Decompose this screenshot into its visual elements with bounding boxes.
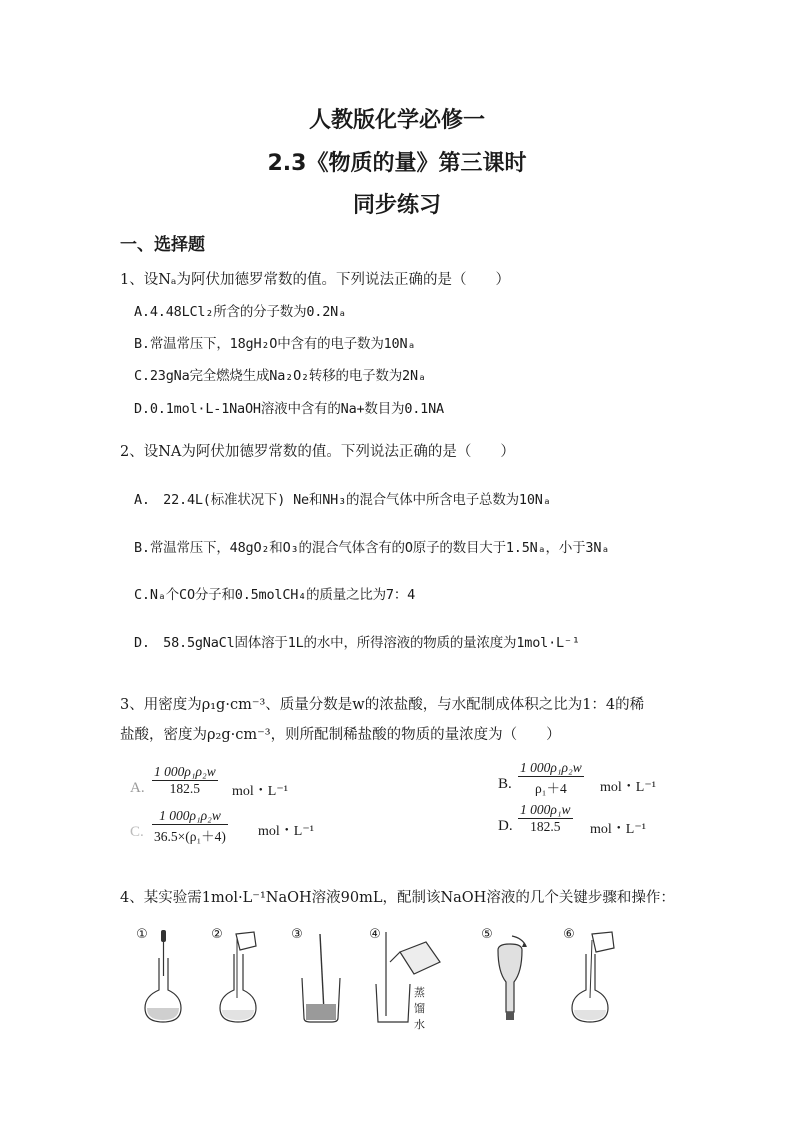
q3-option-d-numerator: 1 000ρ₁w — [520, 802, 571, 817]
step-5-number: ⑤ — [481, 927, 493, 942]
q3-option-b-numerator: 1 000ρ₁ρ₂w — [520, 760, 582, 775]
step-2-number: ② — [211, 927, 223, 942]
section-heading: 一、选择题 — [120, 235, 205, 255]
page-title-line1: 人教版化学必修一 — [308, 108, 485, 133]
pouring-into-flask-2-icon — [562, 928, 622, 1028]
q3-option-c-fraction — [152, 808, 228, 845]
q3-option-d-denominator: 182.5 — [530, 819, 561, 834]
q2-option-d: D. 58.5gNaCl固体溶于1L的水中，所得溶液的物质的量浓度为1mol·L⁻¹ — [134, 635, 580, 651]
q2-option-a: A. 22.4L(标准状况下) Ne和NH₃的混合气体中所含电子总数为10Nₐ — [134, 492, 551, 508]
q3-option-c-letter: C. — [130, 824, 144, 840]
step-4-distilled-water-label: 蒸馏水 — [414, 986, 425, 1031]
q3-option-d-letter: D. — [498, 818, 513, 834]
q1-option-c: C.23gNa完全燃烧生成Na₂O₂转移的电子数为2Nₐ — [134, 368, 426, 384]
step-6-number: ⑥ — [563, 927, 575, 942]
q3-option-b-letter: B. — [498, 776, 512, 792]
q3-option-a-numerator: 1 000ρ₁ρ₂w — [154, 764, 216, 779]
q3-option-a-letter: A. — [130, 780, 145, 796]
q3-stem-line2: 盐酸，密度为ρ₂g·cm⁻³，则所配制稀盐酸的物质的量浓度为（ ） — [120, 727, 561, 743]
q3-option-c-denominator: 36.5×(ρ₁＋4) — [154, 829, 226, 844]
q3-option-a-unit: mol・L⁻¹ — [232, 784, 288, 799]
q3-option-c-numerator: 1 000ρ₁ρ₂w — [152, 808, 228, 825]
step-4-number: ④ — [369, 927, 381, 942]
q3-option-b-fraction — [518, 760, 584, 797]
q3-option-a-denominator: 182.5 — [169, 781, 201, 796]
q2-stem: 2、设NA为阿伏加德罗常数的值。下列说法正确的是（ ） — [120, 444, 515, 460]
wash-bottle-beaker-icon — [368, 928, 448, 1028]
q3-option-d-fraction — [518, 802, 573, 835]
q1-option-d: D.0.1mol·L-1NaOH溶液中含有的Na+数目为0.1NA — [134, 401, 444, 417]
q3-option-a-fraction — [152, 764, 218, 797]
page-title-line3: 同步练习 — [352, 193, 441, 218]
step-5-invert-flask-figure — [480, 928, 530, 1028]
q3-option-d-unit: mol・L⁻¹ — [590, 822, 646, 837]
q1-option-a: A.4.48LCl₂所含的分子数为0.2Nₐ — [134, 304, 347, 320]
q3-options-image — [120, 760, 680, 856]
step-4-wash-bottle-figure — [368, 927, 425, 1031]
q3-option-b-denominator: ρ₁＋4 — [535, 781, 567, 796]
step-3-number: ③ — [291, 927, 303, 942]
q4-stem: 4、某实验需1mol·L⁻¹NaOH溶液90mL，配制该NaOH溶液的几个关键步骤和操作： — [120, 890, 675, 906]
q3-option-b-unit: mol・L⁻¹ — [600, 780, 656, 795]
step-1-number: ① — [136, 927, 148, 942]
step-3-beaker-stir-figure — [290, 928, 340, 1028]
q2-option-b: B.常温常压下，48gO₂和O₃的混合气体含有的O原子的数目大于1.5Nₐ，小于3Nₐ — [134, 540, 610, 556]
step-6-pour-flask-figure — [562, 928, 612, 1028]
volumetric-flask-dropper-icon — [135, 928, 195, 1028]
q1-option-b: B.常温常压下，18gH₂O中含有的电子数为10Nₐ — [134, 336, 416, 352]
step-2-pour-flask-figure — [210, 928, 260, 1028]
q3-option-c-unit: mol・L⁻¹ — [258, 824, 314, 839]
step-1-dropper-flask-figure — [135, 928, 185, 1028]
beaker-stirring-rod-icon — [290, 928, 350, 1028]
pouring-into-flask-icon — [210, 928, 270, 1028]
q3-stem-line1: 3、用密度为ρ₁g·cm⁻³、质量分数是w的浓盐酸，与水配制成体积之比为1：4的稀 — [120, 697, 645, 713]
page-title-line2: 2.3《物质的量》第三课时 — [267, 151, 527, 176]
inverted-flask-icon — [480, 928, 540, 1028]
q1-stem: 1、设Nₐ为阿伏加德罗常数的值。下列说法正确的是（ ） — [120, 272, 511, 288]
q2-option-c: C.Nₐ个CO分子和0.5molCH₄的质量之比为7：4 — [134, 587, 416, 603]
